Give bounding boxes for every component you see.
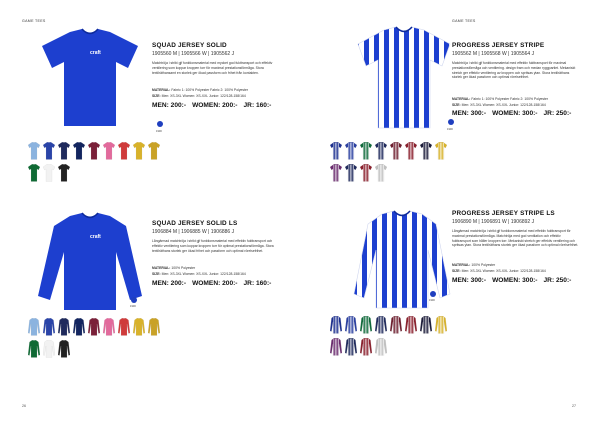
color-variant-thumbnail[interactable] bbox=[118, 142, 130, 162]
price-women: WOMEN: 200:- bbox=[192, 280, 238, 287]
jersey-thumbnail-icon bbox=[148, 318, 160, 336]
svg-text:craft: craft bbox=[90, 50, 101, 56]
size-line bbox=[152, 94, 282, 98]
color-variant-grid bbox=[28, 142, 161, 184]
color-variant-thumbnail[interactable] bbox=[43, 142, 55, 162]
jersey-thumbnail-icon bbox=[73, 318, 85, 336]
hero-jersey-squad-solid bbox=[30, 28, 150, 128]
color-variant-grid bbox=[330, 142, 448, 184]
price-row bbox=[452, 110, 577, 117]
jersey-thumbnail-icon bbox=[330, 316, 342, 334]
jersey-thumbnail-icon bbox=[28, 142, 40, 160]
jersey-thumbnail-icon bbox=[43, 142, 55, 160]
color-variant-thumbnail[interactable] bbox=[345, 142, 357, 162]
color-variant-thumbnail[interactable] bbox=[88, 318, 100, 338]
swatch-label: 1900 bbox=[447, 128, 453, 131]
color-variant-thumbnail[interactable] bbox=[148, 318, 160, 338]
swatch-label: 1900 bbox=[429, 299, 435, 302]
material-label: MATERIAL: bbox=[152, 266, 171, 270]
jersey-thumbnail-icon bbox=[58, 142, 70, 160]
color-variant-thumbnail[interactable] bbox=[390, 142, 402, 162]
material-value: Fabric 1: 100% Polyester Fabric 2: 100% Polyester bbox=[171, 88, 249, 92]
color-swatch-dot bbox=[448, 119, 454, 125]
color-variant-thumbnail[interactable] bbox=[435, 316, 447, 336]
jersey-thumbnail-icon bbox=[28, 340, 40, 358]
jersey-thumbnail-icon bbox=[88, 142, 100, 160]
color-variant-thumbnail[interactable] bbox=[405, 316, 417, 336]
color-variant-thumbnail[interactable] bbox=[360, 142, 372, 162]
product-description: Långärmad matchtröja i strikt gjf funktionsmaterial med effektiv fukttransport och effektiv ventilering som koppar kroppen torr för optimal prestationsförmåga. Stora textilräthans storlek ger ökad frihet och passform och optimal rörelsefrihet. bbox=[152, 239, 274, 253]
section-header: GAME TEES bbox=[22, 19, 46, 23]
color-swatch-dot bbox=[430, 291, 436, 297]
section-header: GAME TEES bbox=[452, 19, 476, 23]
material-line bbox=[152, 88, 282, 92]
jersey-thumbnail-icon bbox=[103, 318, 115, 336]
jersey-thumbnail-icon bbox=[148, 142, 160, 160]
price-women: WOMEN: 300:- bbox=[492, 277, 538, 284]
material-line bbox=[452, 263, 582, 267]
color-variant-thumbnail[interactable] bbox=[345, 316, 357, 336]
material-label: MATERIAL: bbox=[452, 97, 471, 101]
jersey-thumbnail-icon bbox=[345, 164, 357, 182]
color-variant-thumbnail[interactable] bbox=[118, 318, 130, 338]
jersey-thumbnail-icon bbox=[360, 142, 372, 160]
color-variant-thumbnail[interactable] bbox=[375, 316, 387, 336]
color-variant-thumbnail[interactable] bbox=[375, 142, 387, 162]
price-men: MEN: 200:- bbox=[152, 102, 187, 109]
jersey-thumbnail-icon bbox=[330, 142, 342, 160]
material-line bbox=[452, 97, 582, 101]
color-variant-thumbnail[interactable] bbox=[58, 340, 70, 360]
article-numbers: 1905560 M | 1905566 W | 1905562 J bbox=[152, 51, 235, 57]
color-variant-thumbnail[interactable] bbox=[345, 164, 357, 184]
color-variant-thumbnail[interactable] bbox=[28, 142, 40, 162]
product-title: SQUAD JERSEY SOLID LS bbox=[152, 220, 238, 227]
price-men: MEN: 300:- bbox=[452, 110, 487, 117]
color-variant-thumbnail[interactable] bbox=[420, 316, 432, 336]
page-number: 27 bbox=[572, 404, 576, 408]
jersey-thumbnail-icon bbox=[330, 338, 342, 356]
size-line bbox=[452, 269, 582, 273]
color-variant-thumbnail[interactable] bbox=[103, 318, 115, 338]
price-junior: JR: 160:- bbox=[243, 102, 272, 109]
jersey-thumbnail-icon bbox=[345, 316, 357, 334]
color-variant-thumbnail[interactable] bbox=[43, 318, 55, 338]
color-variant-thumbnail[interactable] bbox=[133, 318, 145, 338]
jersey-thumbnail-icon bbox=[390, 316, 402, 334]
size-label: SIZE: bbox=[152, 94, 161, 98]
jersey-thumbnail-icon bbox=[435, 316, 447, 334]
jersey-thumbnail-icon bbox=[435, 142, 447, 160]
product-description: Matchtröja i strikt gjf funktionsmaterial med effektiv fukttransport för maximal prestationsförmåga och ventilering. design fram och medan ryggpartiet. Mekaniskt stretch ger effektiv ventilering av kroppen och spritsas ytan. Stora textilräthans storlek ger ökad passform och optimal rörelsefrihet. bbox=[452, 61, 576, 80]
jersey-thumbnail-icon bbox=[360, 338, 372, 356]
price-men: MEN: 300:- bbox=[452, 277, 487, 284]
price-women: WOMEN: 300:- bbox=[492, 110, 538, 117]
jersey-thumbnail-icon bbox=[58, 164, 70, 182]
jersey-thumbnail-icon bbox=[118, 142, 130, 160]
jersey-thumbnail-icon bbox=[375, 338, 387, 356]
size-label: SIZE: bbox=[452, 269, 461, 273]
color-variant-thumbnail[interactable] bbox=[58, 318, 70, 338]
price-men: MEN: 200:- bbox=[152, 280, 187, 287]
color-variant-thumbnail[interactable] bbox=[360, 164, 372, 184]
jersey-thumbnail-icon bbox=[345, 142, 357, 160]
color-variant-thumbnail[interactable] bbox=[360, 338, 372, 358]
color-variant-thumbnail[interactable] bbox=[28, 318, 40, 338]
size-line bbox=[452, 103, 582, 107]
article-numbers: 1906884 M | 1906885 W | 1906886 J bbox=[152, 229, 235, 235]
swatch-label: 1900 bbox=[156, 130, 162, 133]
color-variant-thumbnail[interactable] bbox=[330, 316, 342, 336]
svg-text:craft: craft bbox=[90, 234, 101, 240]
color-variant-thumbnail[interactable] bbox=[420, 142, 432, 162]
color-variant-thumbnail[interactable] bbox=[28, 340, 40, 360]
jersey-thumbnail-icon bbox=[88, 318, 100, 336]
jersey-thumbnail-icon bbox=[43, 340, 55, 358]
color-variant-thumbnail[interactable] bbox=[435, 142, 447, 162]
color-variant-thumbnail[interactable] bbox=[103, 142, 115, 162]
jersey-thumbnail-icon bbox=[360, 164, 372, 182]
product-title: PROGRESS JERSEY STRIPE bbox=[452, 42, 545, 49]
price-junior: JR: 250:- bbox=[543, 277, 572, 284]
price-junior: JR: 160:- bbox=[243, 280, 272, 287]
jersey-thumbnail-icon bbox=[420, 142, 432, 160]
page-number: 26 bbox=[22, 404, 26, 408]
product-description: Långärmad matchtröja i strikt gjf funktionsmaterial med effektiv fukttransport för maximal prestationsförmåga. Matchtröja med god ventilation och effektiv fukttransport som håller kroppen torr. Mekaniskt stretch ger effektiv ventilering och spritsas ytan. Stora textilräthans storlek ger ökad passform och optimal rörelsefrihet. bbox=[452, 229, 579, 248]
hero-jersey-progress-stripe-ls bbox=[352, 210, 452, 310]
color-variant-grid bbox=[28, 318, 161, 360]
material-value: 100% Polyester bbox=[171, 266, 196, 270]
right-page bbox=[300, 0, 600, 424]
jersey-thumbnail-icon bbox=[73, 142, 85, 160]
color-variant-thumbnail[interactable] bbox=[375, 338, 387, 358]
price-row bbox=[152, 102, 277, 109]
product-title: PROGRESS JERSEY STRIPE LS bbox=[452, 210, 555, 217]
price-row bbox=[152, 280, 277, 287]
size-value: Men: XS-3XL Women: XS-XXL Junior: 122/128-158/164 bbox=[461, 103, 546, 107]
jersey-thumbnail-icon bbox=[375, 164, 387, 182]
color-variant-thumbnail[interactable] bbox=[330, 142, 342, 162]
jersey-thumbnail-icon bbox=[405, 316, 417, 334]
jersey-thumbnail-icon bbox=[58, 318, 70, 336]
material-label: MATERIAL: bbox=[152, 88, 171, 92]
jersey-thumbnail-icon bbox=[58, 340, 70, 358]
material-value: 100% Polyester bbox=[471, 263, 496, 267]
color-variant-thumbnail[interactable] bbox=[148, 142, 160, 162]
jersey-thumbnail-icon bbox=[390, 142, 402, 160]
jersey-thumbnail-icon bbox=[28, 318, 40, 336]
product-title: SQUAD JERSEY SOLID bbox=[152, 42, 227, 49]
size-value: Men: XS-3XL Women: XS-XXL Junior: 122/128-158/164 bbox=[161, 272, 246, 276]
color-variant-thumbnail[interactable] bbox=[43, 340, 55, 360]
color-swatch-dot bbox=[157, 121, 163, 127]
color-variant-thumbnail[interactable] bbox=[330, 164, 342, 184]
color-variant-thumbnail[interactable] bbox=[28, 164, 40, 184]
size-value: Men: XS-3XL Women: XS-XXL Junior: 122/128-158/164 bbox=[161, 94, 246, 98]
color-variant-thumbnail[interactable] bbox=[345, 338, 357, 358]
color-variant-thumbnail[interactable] bbox=[405, 142, 417, 162]
color-variant-thumbnail[interactable] bbox=[73, 142, 85, 162]
material-line bbox=[152, 266, 282, 270]
jersey-thumbnail-icon bbox=[375, 142, 387, 160]
jersey-thumbnail-icon bbox=[375, 316, 387, 334]
jersey-thumbnail-icon bbox=[360, 316, 372, 334]
product-description: Matchtröja i strikt gjf funktionsmaterial med mycket god fukttransport och effektiv ventilering som koppar kroppen torr för maximal prestationsförmåga. Stora textilräthansamt en storlek ger ökad passform och frihet från kontakten. bbox=[152, 61, 273, 75]
price-women: WOMEN: 200:- bbox=[192, 102, 238, 109]
jersey-thumbnail-icon bbox=[405, 142, 417, 160]
size-line bbox=[152, 272, 282, 276]
size-value: Men: XS-3XL Women: XS-XXL Junior: 122/128-158/164 bbox=[461, 269, 546, 273]
price-junior: JR: 250:- bbox=[543, 110, 572, 117]
swatch-label: 1900 bbox=[130, 305, 136, 308]
color-variant-thumbnail[interactable] bbox=[133, 142, 145, 162]
color-variant-thumbnail[interactable] bbox=[390, 316, 402, 336]
material-label: MATERIAL: bbox=[452, 263, 471, 267]
jersey-thumbnail-icon bbox=[133, 318, 145, 336]
color-variant-thumbnail[interactable] bbox=[73, 318, 85, 338]
jersey-thumbnail-icon bbox=[330, 164, 342, 182]
price-row bbox=[452, 277, 577, 284]
color-variant-thumbnail[interactable] bbox=[43, 164, 55, 184]
material-value: Fabric 1: 100% Polyester Fabric 2: 100% Polyester bbox=[471, 97, 549, 101]
color-variant-thumbnail[interactable] bbox=[58, 142, 70, 162]
color-variant-thumbnail[interactable] bbox=[58, 164, 70, 184]
color-variant-grid bbox=[330, 316, 448, 358]
jersey-thumbnail-icon bbox=[118, 318, 130, 336]
jersey-thumbnail-icon bbox=[28, 164, 40, 182]
article-numbers: 1906890 M | 1906891 W | 1906892 J bbox=[452, 219, 535, 225]
jersey-thumbnail-icon bbox=[43, 318, 55, 336]
article-numbers: 1905562 M | 1905568 W | 1905564 J bbox=[452, 51, 535, 57]
jersey-thumbnail-icon bbox=[420, 316, 432, 334]
jersey-thumbnail-icon bbox=[133, 142, 145, 160]
size-label: SIZE: bbox=[452, 103, 461, 107]
hero-jersey-progress-stripe bbox=[354, 26, 454, 130]
color-variant-thumbnail[interactable] bbox=[330, 338, 342, 358]
color-swatch-dot bbox=[131, 297, 137, 303]
size-label: SIZE: bbox=[152, 272, 161, 276]
jersey-thumbnail-icon bbox=[43, 164, 55, 182]
jersey-thumbnail-icon bbox=[345, 338, 357, 356]
color-variant-thumbnail[interactable] bbox=[360, 316, 372, 336]
color-variant-thumbnail[interactable] bbox=[375, 164, 387, 184]
color-variant-thumbnail[interactable] bbox=[88, 142, 100, 162]
jersey-thumbnail-icon bbox=[103, 142, 115, 160]
